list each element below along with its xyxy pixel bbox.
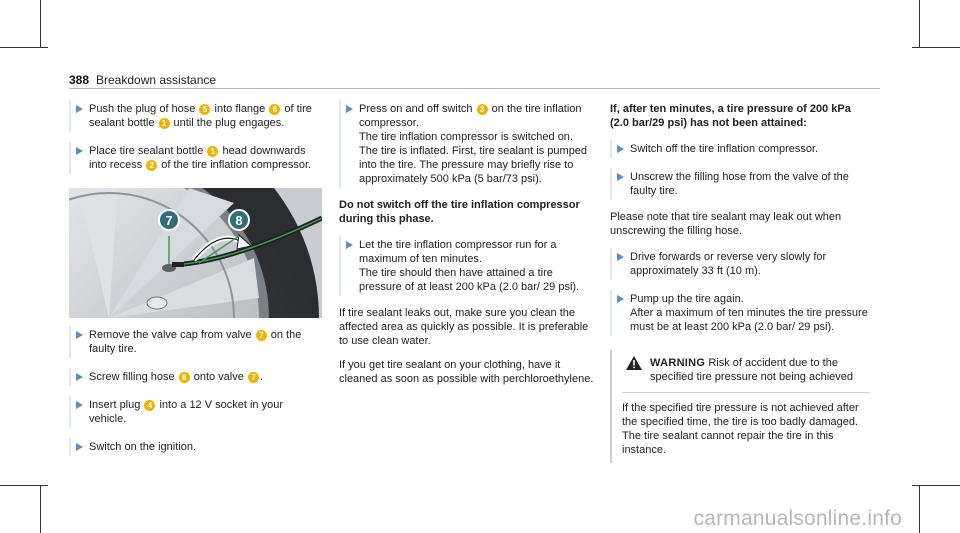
crop-mark [40, 0, 41, 48]
crop-mark [0, 485, 48, 486]
step-arrow-icon [76, 331, 83, 339]
crop-mark [919, 0, 920, 48]
callout-label: 8 [235, 213, 243, 228]
section-heading: If, after ten minutes, a tire pressure of 200 kPa (2.0 bar/29 psi) has not been attained: [610, 103, 851, 129]
instruction-step: Press on and off switch 3 on the tire inflation compressor. The tire inflation compressor is switched on. The tire is inflated. First, tire sealant is pumped into the tire. The pressure may briefly rise to approximately 500 kPa (5 bar/73 psi). [339, 100, 595, 188]
header-divider [69, 88, 880, 89]
instruction-step: Push the plug of hose 5 into flange 6 of tire sealant bottle 1 until the plug engages. [69, 100, 321, 132]
callout-badge: 2 [146, 160, 157, 171]
instruction-step: Switch on the ignition. [69, 438, 321, 456]
warning-header [622, 356, 870, 384]
section-title: Breakdown assistance [96, 73, 217, 87]
warning-label: WARNING [650, 357, 706, 369]
column-middle [339, 100, 595, 396]
step-arrow-icon [617, 295, 624, 303]
instruction-step: Switch off the tire inflation compressor. [610, 140, 870, 158]
instruction-step: Unscrew the filling hose from the valve of the faulty tire. [610, 168, 870, 200]
crop-mark [912, 485, 960, 486]
step-arrow-icon [76, 401, 83, 409]
warning-triangle-icon [626, 356, 642, 374]
callout-badge: 5 [199, 104, 210, 115]
callout-badge: 7 [248, 372, 259, 383]
warning-divider [622, 392, 870, 393]
tire-valve-illustration [69, 188, 322, 318]
instruction-step: Insert plug 4 into a 12 V socket in your vehicle. [69, 396, 321, 428]
crop-mark [919, 485, 920, 533]
warning-box [610, 350, 870, 463]
callout-badge: 7 [256, 330, 267, 341]
step-arrow-icon [617, 173, 624, 181]
step-arrow-icon [617, 145, 624, 153]
callout-badge: 1 [207, 146, 218, 157]
instruction-step: Screw filling hose 8 onto valve 7 . [69, 368, 321, 386]
callout-badge: 8 [179, 372, 190, 383]
step-arrow-icon [76, 373, 83, 381]
watermark: carmanualsonline.info [693, 507, 902, 530]
callout-badge: 3 [477, 104, 488, 115]
step-arrow-icon [617, 253, 624, 261]
step-arrow-icon [76, 105, 83, 113]
column-left-lower [69, 326, 321, 466]
step-arrow-icon [76, 147, 83, 155]
instruction-step: Pump up the tire again. After a maximum of ten minutes the tire pressure must be at least 200 kPa (2.0 bar/ 29 psi). [610, 290, 870, 336]
crop-mark [0, 47, 48, 48]
page-number: 388 [69, 73, 90, 87]
instruction-step: Remove the valve cap from valve 7 on the faulty tire. [69, 326, 321, 358]
caution-heading: Do not switch off the tire inflation compressor during this phase. [339, 199, 580, 225]
paragraph: If tire sealant leaks out, make sure you clean the affected area as quickly as possible. It is preferable to use clean water. [339, 307, 589, 347]
instruction-step: Drive forwards or reverse very slowly for approximately 33 ft (10 m). [610, 248, 870, 280]
callout-badge: 4 [144, 400, 155, 411]
paragraph: Please note that tire sealant may leak out when unscrewing the filling hose. [610, 211, 842, 237]
tire-valve-drawing [69, 188, 322, 318]
step-arrow-icon [346, 105, 353, 113]
warning-title: Risk of accident due to the specified tire pressure not being achieved [650, 357, 854, 383]
paragraph: If you get tire sealant on your clothing, have it cleaned as soon as possible with perchloroethylene. [339, 359, 594, 385]
column-right [610, 100, 870, 463]
warning-body: If the specified tire pressure is not achieved after the specified time, the tire is too badly damaged. The tire sealant cannot repair the tire in this instance. [622, 402, 859, 456]
column-left [69, 100, 321, 184]
crop-mark [912, 47, 960, 48]
step-arrow-icon [346, 241, 353, 249]
instruction-step: Place tire sealant bottle 1 head downwards into recess 2 of the tire inflation compressor. [69, 142, 321, 174]
crop-mark [40, 485, 41, 533]
callout-badge: 1 [159, 118, 170, 129]
step-arrow-icon [76, 443, 83, 451]
callout-badge: 6 [269, 104, 280, 115]
callout-label: 7 [165, 213, 173, 228]
instruction-step: Let the tire inflation compressor run for a maximum of ten minutes. The tire should then have attained a tire pressure of at least 200 kPa (2.0 bar/ 29 psi). [339, 236, 595, 296]
